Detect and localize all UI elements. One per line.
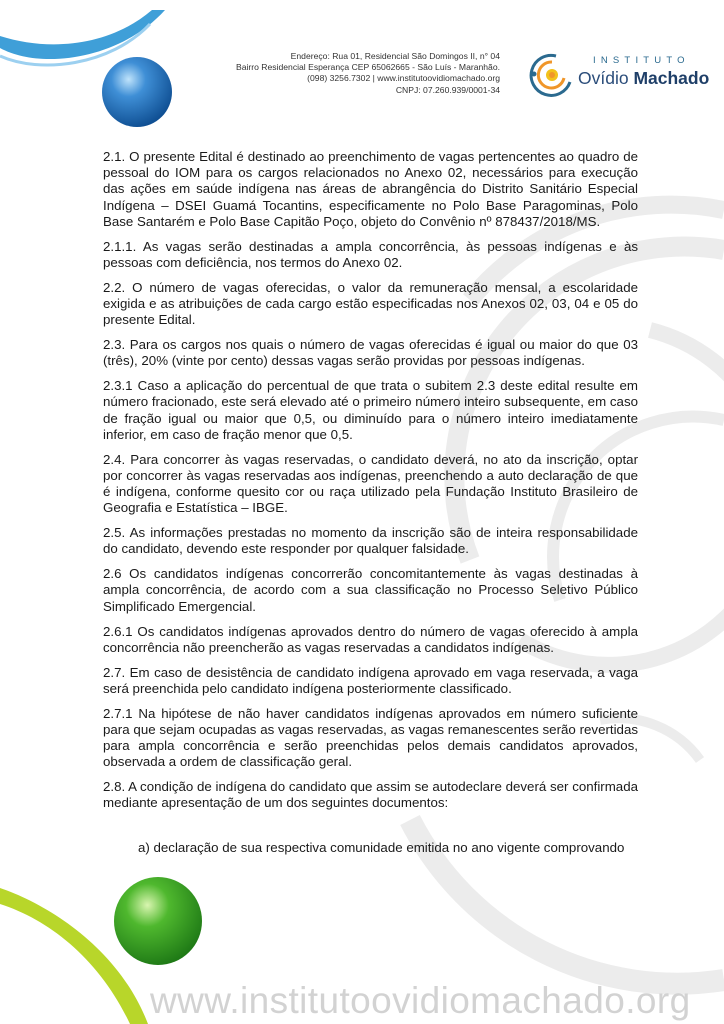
paragraph-2-2: 2.2. O número de vagas oferecidas, o valor da remuneração mensal, a escolaridade exigida e as atribuições de cada cargo estão especificadas nos Anexos 02, 03, 04 e 05 do presente Edital. — [103, 279, 638, 328]
contact-line: (098) 3256.7302 | www.institutoovidiomachado.org — [307, 73, 500, 84]
logo-name — [578, 68, 709, 89]
cnpj-line: CNPJ: 07.260.939/0001-34 — [395, 84, 500, 95]
paragraph-2-6: 2.6 Os candidatos indígenas concorrerão concomitantemente às vagas destinadas à ampla concorrência, de acordo com a sua classificação no Processo Seletivo Público Simplificado Emergencial. — [103, 566, 638, 614]
sub-item-a: a) declaração de sua respectiva comunidade emitida no ano vigente comprovando — [138, 839, 625, 855]
paragraph-2-3-1: 2.3.1 Caso a aplicação do percentual de que trata o subitem 2.3 deste edital resulte em número fracionado, este será elevado até o primeiro número inteiro subsequente, em caso de fração igual ou maior que 0,5, ou diminuído para o número inteiro imediatamente inferior, em caso de fração menor que 0,5. — [103, 378, 638, 442]
logo-name-first: Ovídio — [578, 68, 629, 88]
institute-swirl-logo-icon — [526, 52, 574, 98]
paragraph-2-1: 2.1. O presente Edital é destinado ao preenchimento de vagas pertencentes ao quadro de pessoal do IOM para os cargos relacionados no Anexo 02, necessários para execução das ações em saúde indígena nas áreas de abrangência do Distrito Sanitário Especial Indígena – DSEI Guamá Tocantins, especificamente no Polo Base Paragominas, Polo Base Santarém e Polo Base Capitão Poço, objeto do Convênio nº 878437/2018/MS. — [103, 149, 638, 229]
document-body — [103, 149, 638, 865]
paragraph-2-7: 2.7. Em caso de desistência de candidato indígena aprovado em vaga reservada, a vaga será preenchida pelo candidato indígena posteriormente classificado. — [103, 664, 638, 696]
logo-instituto: INSTITUTO — [593, 55, 690, 66]
paragraph-2-7-1: 2.7.1 Na hipótese de não haver candidatos indígenas aprovados em número suficiente para que sejam ocupadas as vagas reservadas, as vagas remanescentes serão revertidas para ampla concorrência e serão preenchidas pelos demais candidatos aprovados, observada a ordem de classificação geral. — [103, 705, 638, 770]
top-left-sphere — [102, 57, 172, 127]
paragraph-2-5: 2.5. As informações prestadas no momento da inscrição são de inteira responsabilidade do candidato, devendo este responder por qualquer falsidade. — [103, 525, 638, 557]
paragraph-2-3: 2.3. Para os cargos nos quais o número de vagas oferecidas é igual ou maior do que 03 (três), 20% (vinte por cento) dessas vagas serão providas por pessoas indígenas. — [103, 337, 638, 369]
address-line: Bairro Residencial Esperança CEP 65062665 - São Luís - Maranhão. — [235, 62, 500, 73]
address-line: Endereço: Rua 01, Residencial São Domingos II, n° 04 — [290, 51, 500, 61]
paragraph-2-6-1: 2.6.1 Os candidatos indígenas aprovados dentro do número de vagas oferecido à ampla concorrência não preencherão as vagas reservadas a candidatos indígenas. — [103, 623, 638, 655]
paragraph-2-1-1: 2.1.1. As vagas serão destinadas a ampla concorrência, às pessoas indígenas e às pessoas com deficiência, nos termos do Anexo 02. — [103, 238, 638, 270]
paragraph-2-4: 2.4. Para concorrer às vagas reservadas, o candidato deverá, no ato da inscrição, optar por concorrer às vagas reservadas aos indígenas, preenchendo a auto declaração de que é indígena, conforme quesito cor ou raça utilizado pela Fundação Instituto Brasileiro de Geografia e Estatística – IBGE. — [103, 451, 638, 516]
footer-website-url: www.institutoovidiomachado.org — [150, 980, 691, 1021]
logo-name-last: Machado — [633, 68, 710, 88]
paragraph-2-8: 2.8. A condição de indígena do candidato que assim se autodeclare deverá ser confirmada mediante apresentação de um dos seguintes documentos: — [103, 779, 638, 811]
institute-logo — [526, 50, 710, 100]
bottom-left-sphere — [114, 877, 202, 965]
header-address — [236, 51, 500, 96]
